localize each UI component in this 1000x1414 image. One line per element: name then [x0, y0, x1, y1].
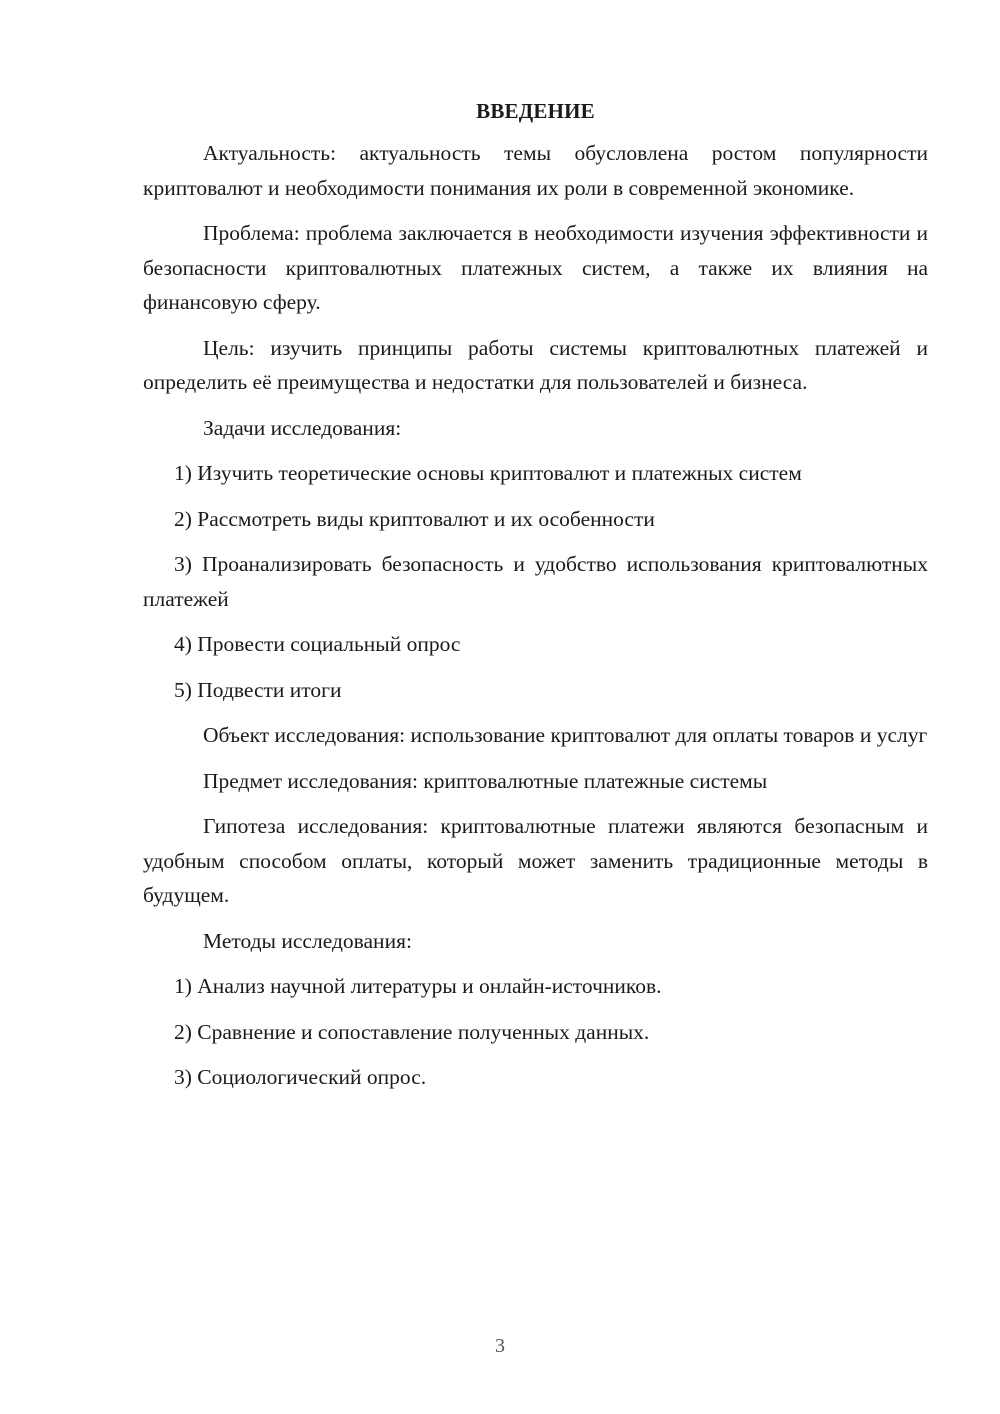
object-paragraph: Объект исследования: использование криптовалют для оплаты товаров и услуг — [203, 723, 928, 747]
method-item: 3) Социологический опрос. — [174, 1065, 427, 1089]
section-heading: ВВЕДЕНИЕ — [476, 99, 595, 123]
page-content — [143, 94, 928, 1106]
task-item: 1) Изучить теоретические основы криптовалют и платежных систем — [174, 461, 802, 485]
hypothesis-paragraph: Гипотеза исследования: криптовалютные платежи являются безопасным и удобным способом оплаты, который может заменить традиционные методы в будущем. — [143, 814, 928, 907]
relevance-paragraph: Актуальность: актуальность темы обусловлена ростом популярности криптовалют и необходимости понимания их роли в современной экономике. — [143, 141, 928, 200]
page-number: 3 — [495, 1335, 505, 1357]
tasks-heading: Задачи исследования: — [203, 415, 402, 440]
methods-heading: Методы исследования: — [203, 928, 412, 953]
problem-paragraph: Проблема: проблема заключается в необходимости изучения эффективности и безопасности криптовалютных платежных систем, а также их влияния на финансовую сферу. — [143, 221, 928, 314]
goal-paragraph: Цель: изучить принципы работы системы криптовалютных платежей и определить её преимущества и недостатки для пользователей и бизнеса. — [143, 335, 928, 394]
task-item: 2) Рассмотреть виды криптовалют и их особенности — [174, 506, 655, 531]
task-item: 3) Проанализировать безопасность и удобство использования криптовалютных платежей — [143, 552, 928, 611]
subject-paragraph: Предмет исследования: криптовалютные платежные системы — [203, 768, 768, 793]
task-item: 4) Провести социальный опрос — [174, 632, 461, 656]
task-item: 5) Подвести итоги — [174, 677, 342, 702]
method-item: 2) Сравнение и сопоставление полученных данных. — [174, 1019, 650, 1044]
method-item: 1) Анализ научной литературы и онлайн-источников. — [174, 974, 662, 998]
